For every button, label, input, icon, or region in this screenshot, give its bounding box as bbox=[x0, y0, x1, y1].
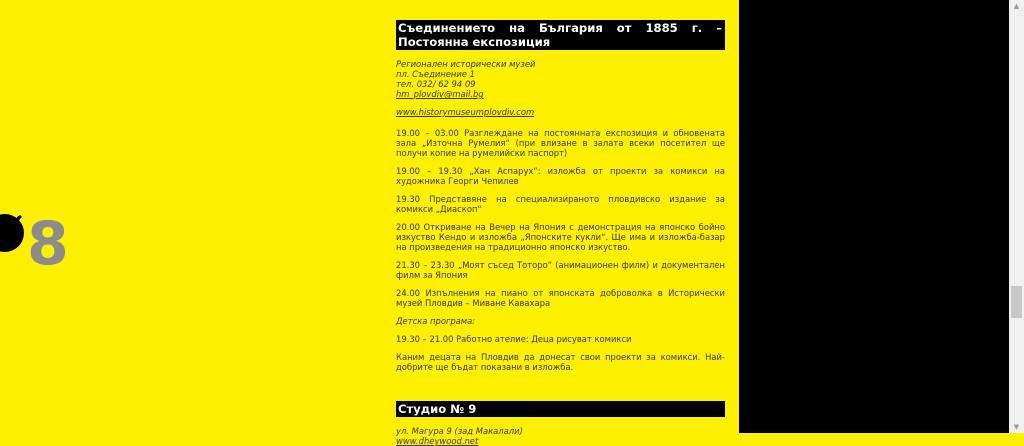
event-item: 24.00 Изпълнения на пиано от японската доброволка в Исторически музей Пловдив – Миване Кавахара bbox=[396, 288, 725, 308]
event-listing bbox=[396, 20, 725, 446]
venue-website-link[interactable]: www.historymuseumplovdiv.com bbox=[396, 107, 535, 117]
event-item: 21.30 – 23.30 „Моят съсед Тоторо“ (анимационен филм) и документален филм за Япония bbox=[396, 260, 725, 280]
event-list bbox=[396, 128, 725, 372]
section-title: Студио № 9 bbox=[396, 401, 725, 417]
venue-email-link[interactable]: hm_plovdiv@mail.bg bbox=[396, 89, 484, 99]
scroll-up-icon[interactable]: ▲ bbox=[1013, 2, 1020, 10]
scrollbar-thumb[interactable] bbox=[1011, 286, 1022, 318]
venue-phone: тел. 032/ 62 94 09 bbox=[396, 79, 476, 89]
venue-address bbox=[396, 426, 725, 446]
section-studio bbox=[396, 401, 725, 446]
venue-street: ул. Магура 9 (зад Макалали) bbox=[396, 426, 523, 436]
event-item: 19.00 – 19.30 „Хан Аспарух“: изложба от проекти за комикси на художника Георги Чепилев bbox=[396, 166, 725, 186]
right-panel bbox=[739, 0, 1009, 433]
scrollbar-track[interactable] bbox=[1009, 0, 1024, 433]
badge-number: 8 bbox=[27, 209, 69, 279]
kids-program-heading: Детска програма: bbox=[396, 316, 476, 326]
event-item: 20.00 Откриване на Вечер на Япония с демонстрация на японско бойно изкуство Кендо и изложба „Японските кукли“. Ще има и изложба-базар на произведения на традиционно японско изкуство. bbox=[396, 222, 725, 252]
scroll-down-icon[interactable]: ▼ bbox=[1013, 423, 1020, 431]
event-item: 19.00 – 03.00 Разглеждане на постоянната експозиция и обновената зала „Източна Румелия“ (при влизане в залата всеки посетител ще получи копие на румелийски паспорт) bbox=[396, 128, 725, 158]
kids-event-item: 19.30 – 21.00 Работно ателие: Деца рисуват комикси bbox=[396, 334, 632, 344]
kids-note: Каним децата на Пловдив да донесат свои проекти за комикси. Най-добрите ще бъдат показани в изложба. bbox=[396, 352, 725, 372]
badge-quote-mark: ‘ bbox=[12, 209, 24, 249]
section-title: Съединението на България от 1885 г. – Постоянна експозиция bbox=[396, 20, 725, 50]
venue-street: пл. Съединение 1 bbox=[396, 69, 475, 79]
venue-website-link[interactable]: www.dheywood.net bbox=[396, 436, 479, 446]
venue-name: Регионален исторически музей bbox=[396, 59, 536, 69]
venue-address bbox=[396, 59, 725, 99]
event-item: 19.30 Представяне на специализираното пловдивско издание за комикси „Диаскоп“ bbox=[396, 194, 725, 214]
